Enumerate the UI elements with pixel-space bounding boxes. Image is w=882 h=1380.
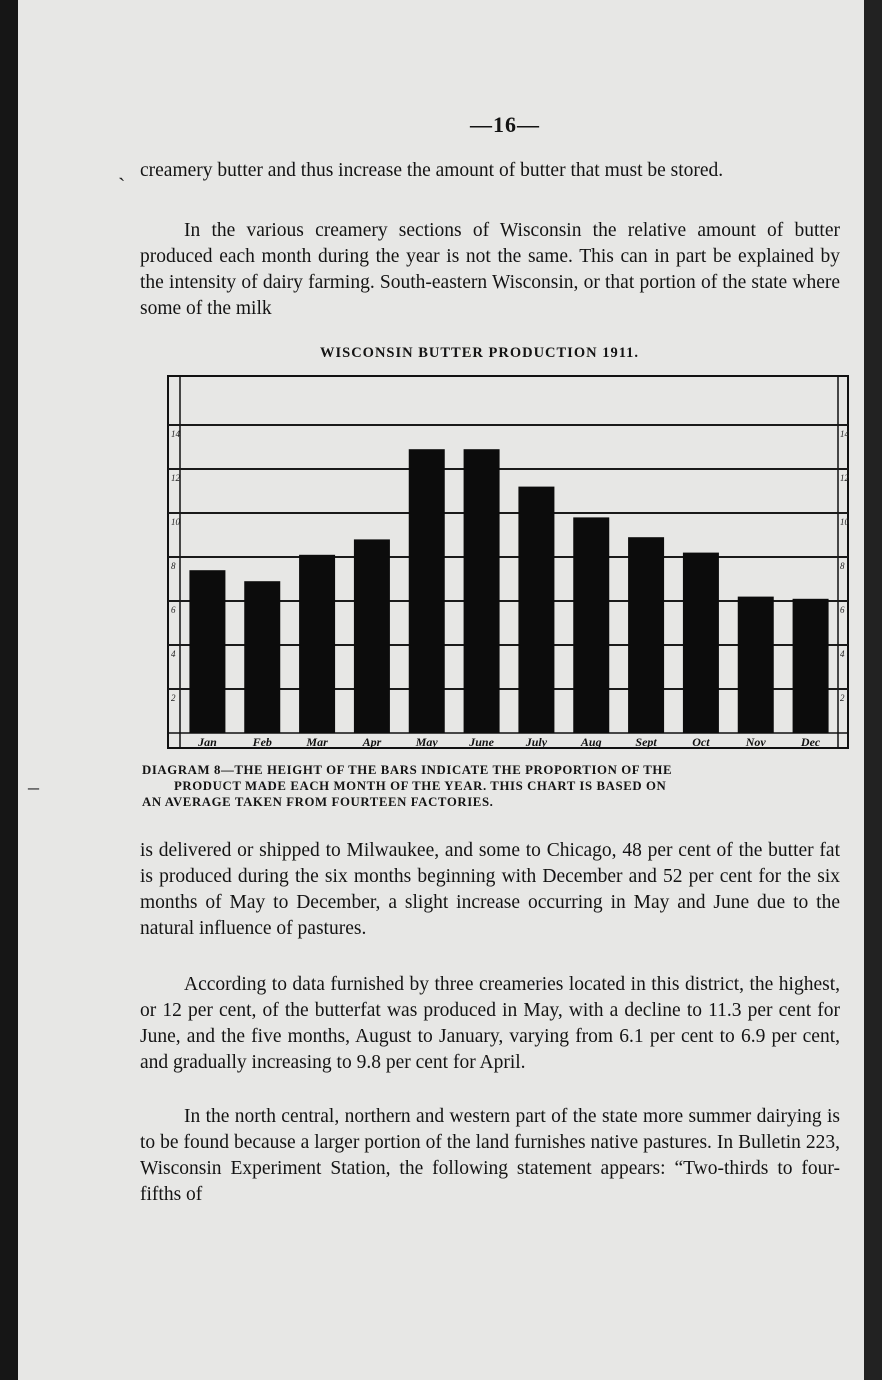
paragraph-5: In the north central, northern and western part of the state more summer dairying is to be found because a larger portion of the land furnishes native pastures. In Bulletin 223, Wisconsin Experiment Station, the following statement appears: “Two-thirds to four-fifths of: [140, 1106, 840, 1205]
paragraph-3: is delivered or shipped to Milwaukee, and some to Chicago, 48 per cent of the butter fat is produced during the six months beginning with December and 52 per cent for the six months of May to December, a slight increase occurring in May and June due to the natural influence of pastures.: [140, 840, 840, 939]
bar-apr: [354, 539, 390, 733]
x-tick-label: Oct: [692, 735, 710, 749]
x-tick-label: Apr: [362, 735, 382, 749]
y-tick-label: 10: [171, 517, 180, 527]
y-tick-label-right: 4: [840, 649, 845, 659]
caption-line-2: PRODUCT MADE EACH MONTH OF THE YEAR. THIS CHART IS BASED ON: [174, 779, 667, 793]
y-tick-label: 8: [171, 561, 176, 571]
caption-line-1: DIAGRAM 8—THE HEIGHT OF THE BARS INDICATE THE PROPORTION OF THE: [142, 763, 673, 777]
margin-dash: –: [28, 774, 39, 799]
y-tick-label-right: 12: [840, 473, 849, 483]
paragraph-1: creamery butter and thus increase the amount of butter that must be stored.: [140, 160, 724, 181]
y-tick-label: 12: [171, 473, 180, 483]
paragraph-2: In the various creamery sections of Wisconsin the relative amount of butter produced each month during the year is not the same. This can in part be explained by the intensity of dairy farming. South-eastern Wisconsin, or that portion of the state where some of the milk: [140, 220, 840, 319]
margin-mark: ˎ: [118, 156, 126, 181]
bar-sept: [628, 537, 664, 733]
x-tick-label: May: [415, 735, 438, 749]
x-tick-label: June: [469, 735, 494, 749]
figure-caption: [142, 762, 832, 810]
bar-mar: [299, 555, 335, 733]
page-number: —16—: [470, 112, 540, 137]
bar-nov: [738, 597, 774, 733]
caption-line-3: AN AVERAGE TAKEN FROM FOURTEEN FACTORIES.: [142, 795, 494, 809]
bar-dec: [793, 599, 829, 733]
x-tick-label: July: [525, 735, 548, 749]
y-tick-label-right: 14: [840, 429, 849, 439]
x-tick-label: Feb: [252, 735, 272, 749]
bar-feb: [244, 581, 280, 733]
y-tick-label: 14: [171, 429, 180, 439]
bar-june: [464, 449, 500, 733]
y-tick-label: 6: [171, 605, 176, 615]
x-tick-label: Jan: [198, 735, 217, 749]
x-tick-label: Nov: [745, 735, 766, 749]
x-tick-label: Aug: [580, 735, 602, 749]
bar-may: [409, 449, 445, 733]
y-tick-label: 2: [171, 693, 176, 703]
x-tick-label: Sept: [635, 735, 657, 749]
bar-july: [518, 487, 554, 733]
bar-jan: [189, 570, 225, 733]
y-tick-label: 4: [171, 649, 176, 659]
x-tick-label: Dec: [800, 735, 821, 749]
bar-oct: [683, 553, 719, 733]
chart-title: WISCONSIN BUTTER PRODUCTION 1911.: [320, 345, 640, 361]
y-tick-label-right: 8: [840, 561, 845, 571]
paragraph-4: According to data furnished by three creameries located in this district, the highest, or 12 per cent, of the butterfat was produced in May, with a decline to 11.3 per cent for June, and the five months, August to January, varying from 6.1 per cent to 6.9 per cent, and gradually increasing to 9.8 per cent for April.: [140, 974, 840, 1073]
y-tick-label-right: 10: [840, 517, 849, 527]
y-tick-label-right: 2: [840, 693, 845, 703]
x-tick-label: Mar: [306, 735, 328, 749]
y-tick-label-right: 6: [840, 605, 845, 615]
bar-aug: [573, 517, 609, 733]
